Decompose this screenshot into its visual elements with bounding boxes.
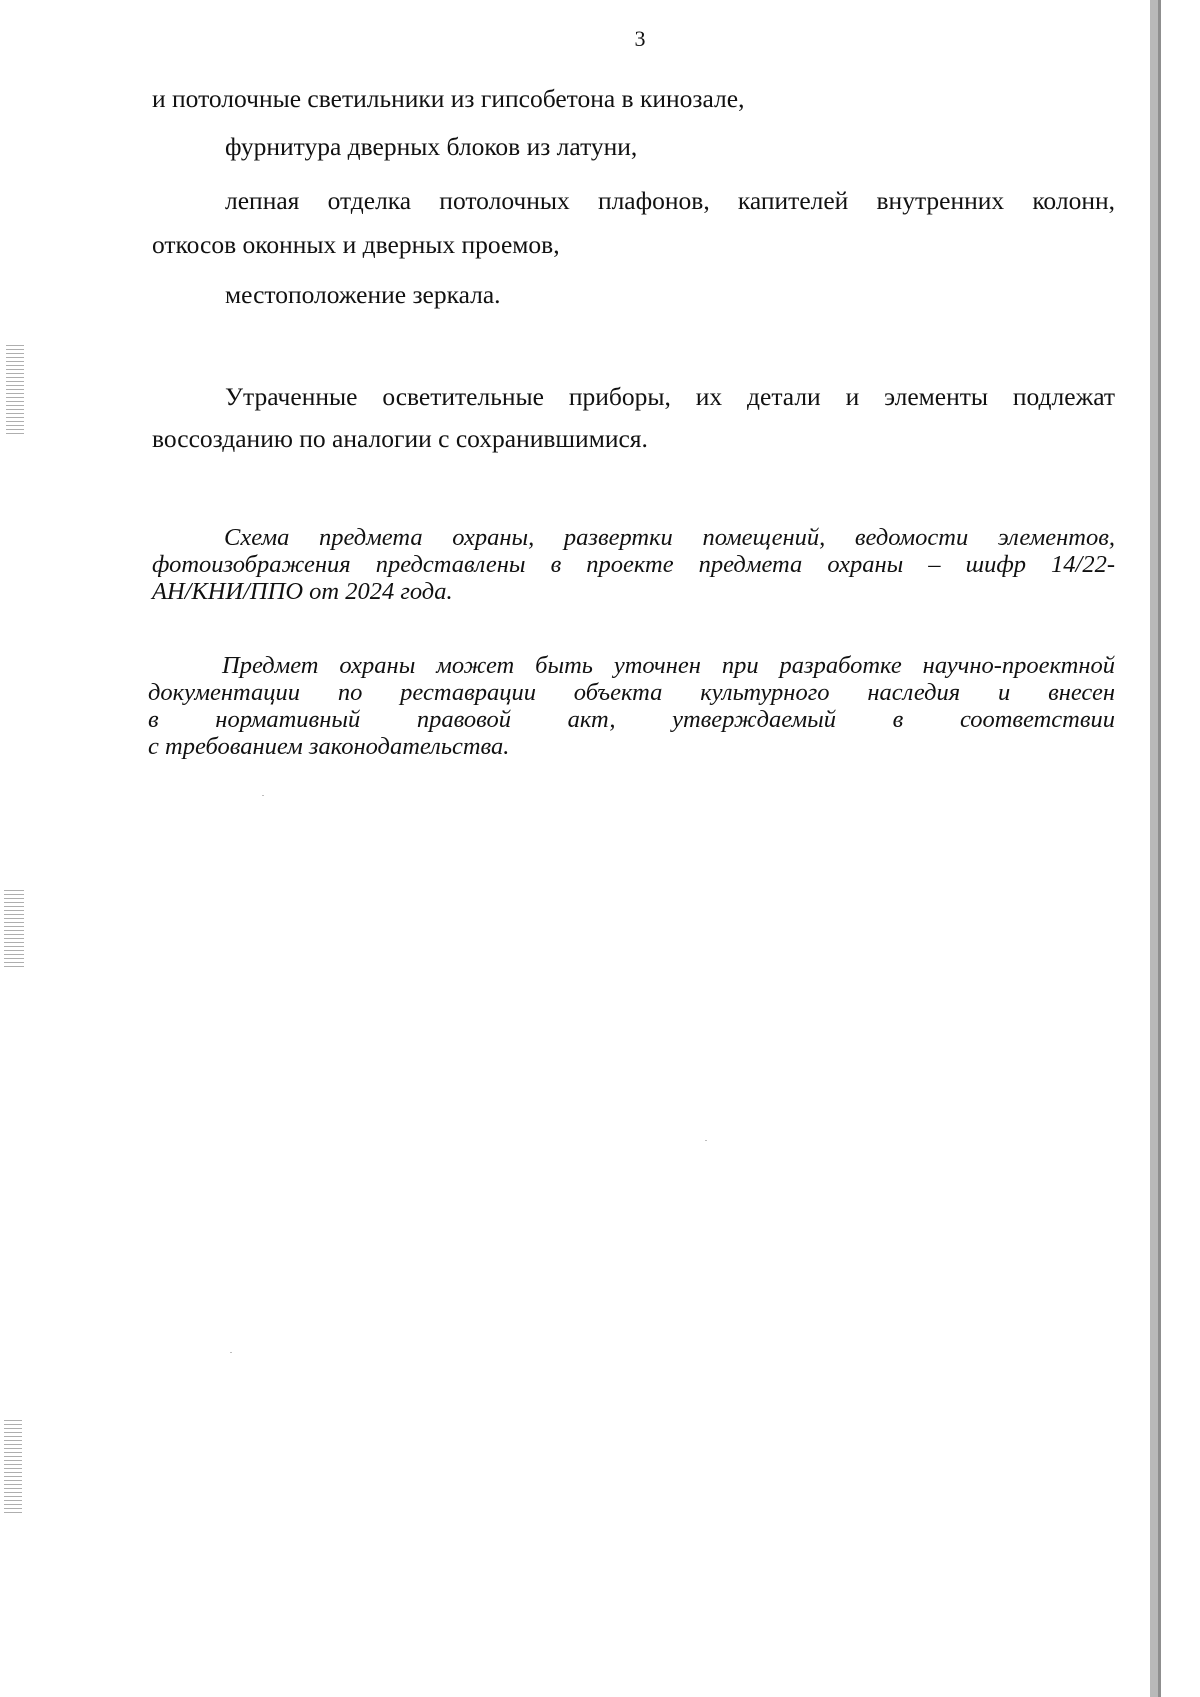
clarification-note-line-1: Предмет охраны может быть уточнен при разработке научно-проектной <box>222 652 1115 679</box>
scheme-note-line-1: Схема предмета охраны, развертки помещений, ведомости элементов, <box>224 524 1115 551</box>
lost-lighting-line-1: Утраченные осветительные приборы, их детали и элементы подлежат <box>225 382 1115 411</box>
scheme-note-line-3: АН/КНИ/ППО от 2024 года. <box>152 578 453 605</box>
scan-speck <box>230 1352 232 1353</box>
clarification-note-line-4: с требованием законодательства. <box>148 733 510 760</box>
scan-artifact <box>6 345 24 435</box>
list-item-ceiling-lights: и потолочные светильники из гипсобетона в кинозале, <box>152 84 745 113</box>
clarification-note-paragraph <box>148 652 1115 760</box>
list-item-door-hardware: фурнитура дверных блоков из латуни, <box>225 132 638 161</box>
lost-lighting-line-2: воссозданию по аналогии с сохранившимися. <box>152 424 648 453</box>
page-number: 3 <box>634 26 646 51</box>
scheme-note-paragraph <box>152 524 1115 605</box>
clarification-note-line-3: в нормативный правовой акт, утверждаемый в соответствии <box>148 706 1115 733</box>
list-item-openings: откосов оконных и дверных проемов, <box>152 230 560 259</box>
scan-speck <box>262 795 264 796</box>
list-item-mirror: местоположение зеркала. <box>225 280 501 309</box>
scheme-note-line-2: фотоизображения представлены в проекте предмета охраны – шифр 14/22- <box>152 551 1115 578</box>
scan-speck <box>705 1140 707 1141</box>
clarification-note-line-2: документации по реставрации объекта культурного наследия и внесен <box>148 679 1115 706</box>
page-edge-line <box>1158 0 1161 1697</box>
list-item-stucco-text: лепная отделка потолочных плафонов, капителей внутренних колонн, <box>225 186 1115 215</box>
lost-lighting-paragraph <box>152 376 1115 460</box>
list-item-stucco-decoration <box>225 186 1115 216</box>
scan-artifact <box>4 890 24 970</box>
scan-artifact <box>4 1420 22 1515</box>
